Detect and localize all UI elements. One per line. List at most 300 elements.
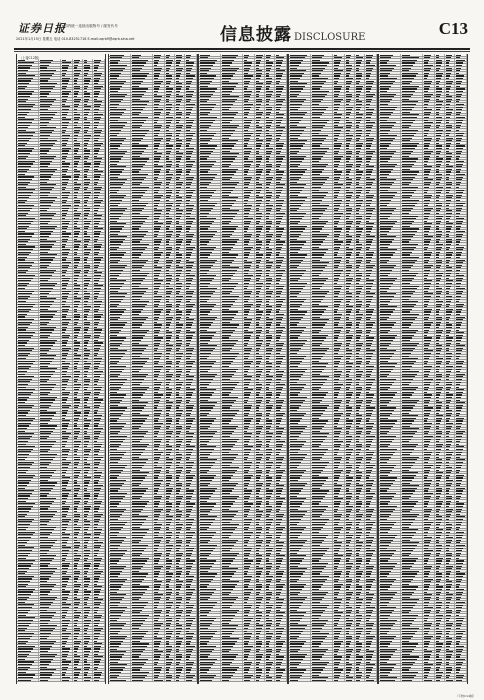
- table-cell: [17, 230, 39, 232]
- table-cell: [83, 679, 93, 681]
- table-cell: [109, 142, 131, 144]
- table-cell: [61, 215, 73, 217]
- table-cell: [61, 378, 73, 380]
- table-cell: [73, 378, 83, 380]
- table-cell: [93, 653, 105, 655]
- table-cell: [39, 518, 61, 520]
- table-cell: [93, 290, 105, 292]
- table-cell: [83, 155, 93, 157]
- table-cell: [39, 147, 61, 149]
- table-cell: [131, 137, 153, 139]
- table-cell: [83, 267, 93, 269]
- table-cell: [39, 591, 61, 593]
- table-cell: [17, 225, 39, 227]
- table-cell: [39, 523, 61, 525]
- table-cell: [83, 640, 93, 642]
- table-cell: [131, 334, 153, 336]
- table-cell: [131, 373, 153, 375]
- table-cell: [153, 215, 165, 217]
- table-cell: [175, 223, 185, 225]
- table-cell: [39, 549, 61, 551]
- section-title-cn: 信息披露: [220, 25, 292, 45]
- table-cell: [165, 352, 175, 354]
- table-cell: [185, 204, 197, 206]
- table-cell: [17, 412, 39, 414]
- table-cell: [165, 412, 175, 414]
- table-cell: [83, 676, 93, 678]
- table-cell: [165, 407, 175, 409]
- table-cell: [185, 389, 197, 391]
- table-cell: [93, 624, 105, 626]
- table-cell: [83, 663, 93, 665]
- table-cell: [131, 378, 153, 380]
- table-cell: [109, 347, 131, 349]
- table-cell: [175, 347, 185, 349]
- table-cell: [83, 661, 93, 663]
- table-cell: [83, 627, 93, 629]
- table-cell: [109, 160, 131, 162]
- table-cell: [73, 160, 83, 162]
- table-cell: [165, 158, 175, 160]
- table-cell: [73, 368, 83, 370]
- table-cell: [175, 290, 185, 292]
- table-cell: [83, 119, 93, 121]
- table-cell: [61, 158, 73, 160]
- table-cell: [131, 241, 153, 243]
- table-cell: [93, 523, 105, 525]
- table-cell: [93, 186, 105, 188]
- table-cell: [131, 119, 153, 121]
- table-cell: [61, 547, 73, 549]
- table-cell: [185, 236, 197, 238]
- table-cell: [131, 171, 153, 173]
- table-cell: [153, 412, 165, 414]
- table-cell: [153, 119, 165, 121]
- table-cell: [83, 422, 93, 424]
- table-cell: [73, 420, 83, 422]
- table-cell: [17, 549, 39, 551]
- table-cell: [175, 72, 185, 74]
- table-cell: [109, 339, 131, 341]
- table-cell: [61, 373, 73, 375]
- table-cell: [39, 204, 61, 206]
- table-cell: [153, 111, 165, 113]
- table-cell: [73, 101, 83, 103]
- table-cell: [175, 145, 185, 147]
- table-cell: [83, 570, 93, 572]
- table-cell: [83, 414, 93, 416]
- table-cell: [17, 375, 39, 377]
- table-cell: [17, 609, 39, 611]
- table-cell: [185, 108, 197, 110]
- table-cell: [39, 155, 61, 157]
- table-cell: [17, 285, 39, 287]
- table-cell: [153, 376, 165, 378]
- table-cell: [185, 106, 197, 108]
- table-cell: [73, 640, 83, 642]
- table-cell: [61, 324, 73, 326]
- table-cell: [93, 534, 105, 536]
- table-cell: [73, 580, 83, 582]
- table-cell: [109, 321, 131, 323]
- table-cell: [83, 544, 93, 546]
- table-cell: [83, 513, 93, 515]
- table-cell: [83, 243, 93, 245]
- table-cell: [39, 355, 61, 357]
- table-cell: [185, 256, 197, 258]
- table-cell: [93, 326, 105, 328]
- table-cell: [61, 671, 73, 673]
- table-cell: [131, 155, 153, 157]
- table-cell: [73, 433, 83, 435]
- table-cell: [185, 267, 197, 269]
- table-cell: [17, 500, 39, 502]
- table-cell: [93, 300, 105, 302]
- table-cell: [17, 279, 39, 281]
- table-cell: [39, 466, 61, 468]
- table-cell: [39, 282, 61, 284]
- table-cell: [17, 591, 39, 593]
- table-cell: [175, 345, 185, 347]
- table-cell: [73, 521, 83, 523]
- table-cell: [83, 435, 93, 437]
- table-cell: [131, 316, 153, 318]
- table-cell: [185, 212, 197, 214]
- table-cell: [131, 181, 153, 183]
- table-cell: [83, 554, 93, 556]
- table-cell: [83, 547, 93, 549]
- table-cell: [165, 189, 175, 191]
- table-cell: [131, 90, 153, 92]
- table-cell: [131, 308, 153, 310]
- table-cell: [39, 394, 61, 396]
- table-cell: [73, 601, 83, 603]
- table-cell: [131, 62, 153, 64]
- table-cell: [185, 124, 197, 126]
- table-cell: [83, 360, 93, 362]
- table-cell: [93, 145, 105, 147]
- table-cell: [39, 95, 61, 97]
- table-cell: [93, 334, 105, 336]
- table-cell: [175, 277, 185, 279]
- table-cell: [61, 430, 73, 432]
- table-cell: [39, 583, 61, 585]
- table-cell: [83, 139, 93, 141]
- table-cell: [73, 132, 83, 134]
- table-cell: [17, 624, 39, 626]
- table-cell: [185, 269, 197, 271]
- table-cell: [17, 204, 39, 206]
- table-cell: [17, 168, 39, 170]
- table-cell: [73, 93, 83, 95]
- table-cell: [61, 440, 73, 442]
- table-cell: [165, 220, 175, 222]
- table-cell: [109, 179, 131, 181]
- table-cell: [73, 443, 83, 445]
- table-cell: [93, 287, 105, 289]
- table-cell: [83, 298, 93, 300]
- table-cell: [17, 85, 39, 87]
- table-cell: [17, 407, 39, 409]
- table-cell: [17, 329, 39, 331]
- table-cell: [61, 417, 73, 419]
- table-cell: [73, 650, 83, 652]
- table-cell: [73, 235, 83, 237]
- table-cell: [153, 236, 165, 238]
- table-cell: [175, 116, 185, 118]
- table-cell: [93, 95, 105, 97]
- table-cell: [73, 308, 83, 310]
- table-cell: [185, 300, 197, 302]
- table-cell: [61, 261, 73, 263]
- table-cell: [175, 163, 185, 165]
- table-cell: [165, 391, 175, 393]
- table-cell: [93, 370, 105, 372]
- table-cell: [83, 357, 93, 359]
- table-cell: [175, 394, 185, 396]
- table-cell: [17, 482, 39, 484]
- table-cell: [185, 163, 197, 165]
- table-cell: [93, 313, 105, 315]
- table-cell: [17, 290, 39, 292]
- table-cell: [61, 399, 73, 401]
- table-cell: [175, 127, 185, 129]
- table-cell: [39, 108, 61, 110]
- table-cell: [39, 324, 61, 326]
- table-cell: [83, 181, 93, 183]
- table-cell: [17, 399, 39, 401]
- table-cell: [83, 292, 93, 294]
- table-cell: [61, 593, 73, 595]
- table-cell: [17, 108, 39, 110]
- table-cell: [73, 583, 83, 585]
- table-cell: [83, 171, 93, 173]
- table-cell: [165, 308, 175, 310]
- table-cell: [39, 627, 61, 629]
- table-cell: [153, 199, 165, 201]
- table-cell: [165, 274, 175, 276]
- table-cell: [93, 541, 105, 543]
- table-cell: [83, 653, 93, 655]
- table-cell: [109, 121, 131, 123]
- table-cell: [73, 176, 83, 178]
- table-cell: [93, 601, 105, 603]
- table-cell: [39, 544, 61, 546]
- table-cell: [61, 295, 73, 297]
- table-cell: [109, 106, 131, 108]
- table-cell: [83, 277, 93, 279]
- table-cell: [39, 513, 61, 515]
- table-cell: [17, 305, 39, 307]
- table-cell: [175, 199, 185, 201]
- table-cell: [153, 381, 165, 383]
- table-cell: [39, 422, 61, 424]
- table-cell: [153, 308, 165, 310]
- table-cell: [185, 396, 197, 398]
- table-cell: [109, 83, 131, 85]
- table-cell: [73, 658, 83, 660]
- table-cell: [83, 178, 93, 180]
- table-cell: [61, 95, 73, 97]
- table-cell: [185, 217, 197, 219]
- table-cell: [73, 487, 83, 489]
- table-cell: [17, 272, 39, 274]
- table-cell: [17, 409, 39, 411]
- table-cell: [153, 316, 165, 318]
- table-cell: [17, 640, 39, 642]
- table-cell: [165, 166, 175, 168]
- table-cell: [17, 150, 39, 152]
- table-cell: [109, 342, 131, 344]
- table-cell: [109, 191, 131, 193]
- table-cell: [73, 474, 83, 476]
- table-cell: [175, 160, 185, 162]
- table-cell: [153, 321, 165, 323]
- table-cell: [61, 121, 73, 123]
- table-cell: [109, 85, 131, 87]
- table-cell: [165, 176, 175, 178]
- table-cell: [61, 298, 73, 300]
- table-cell: [109, 251, 131, 253]
- table-cell: [93, 339, 105, 341]
- table-cell: [61, 318, 73, 320]
- table-cell: [153, 386, 165, 388]
- table-cell: [131, 88, 153, 90]
- table-cell: [83, 635, 93, 637]
- table-cell: [73, 292, 83, 294]
- table-cell: [61, 316, 73, 318]
- table-cell: [73, 560, 83, 562]
- table-cell: [83, 378, 93, 380]
- table-cell: [83, 386, 93, 388]
- table-cell: [185, 241, 197, 243]
- table-cell: [83, 274, 93, 276]
- table-cell: [165, 269, 175, 271]
- table-cell: [61, 101, 73, 103]
- table-cell: [39, 196, 61, 198]
- table-cell: [73, 414, 83, 416]
- table-cell: [73, 495, 83, 497]
- table-cell: [39, 326, 61, 328]
- table-cell: [175, 319, 185, 321]
- table-cell: [73, 75, 83, 77]
- table-cell: [17, 676, 39, 678]
- table-cell: [17, 484, 39, 486]
- table-cell: [17, 653, 39, 655]
- table-cell: [73, 256, 83, 258]
- table-cell: [61, 388, 73, 390]
- table-cell: [73, 510, 83, 512]
- table-cell: [83, 80, 93, 82]
- table-cell: [39, 614, 61, 616]
- table-cell: [185, 98, 197, 100]
- table-cell: [39, 567, 61, 569]
- table-cell: [17, 196, 39, 198]
- table-cell: [17, 324, 39, 326]
- table-cell: [185, 287, 197, 289]
- table-cell: [175, 140, 185, 142]
- table-cell: [61, 482, 73, 484]
- table-cell: [185, 295, 197, 297]
- table-cell: [175, 225, 185, 227]
- table-cell: [83, 575, 93, 577]
- table-cell: [109, 256, 131, 258]
- table-cell: [165, 72, 175, 74]
- table-cell: [61, 254, 73, 256]
- table-cell: [39, 490, 61, 492]
- table-cell: [165, 233, 175, 235]
- table-cell: [93, 407, 105, 409]
- table-cell: [153, 251, 165, 253]
- table-cell: [185, 202, 197, 204]
- table-cell: [83, 578, 93, 580]
- table-cell: [39, 189, 61, 191]
- table-cell: [73, 539, 83, 541]
- table-cell: [93, 119, 105, 121]
- table-cell: [61, 189, 73, 191]
- table-cell: [73, 220, 83, 222]
- table-cell: [73, 230, 83, 232]
- table-cell: [153, 140, 165, 142]
- table-cell: [39, 365, 61, 367]
- table-cell: [83, 648, 93, 650]
- table-cell: [61, 272, 73, 274]
- table-cell: [39, 404, 61, 406]
- table-cell: [93, 243, 105, 245]
- table-cell: [17, 59, 39, 61]
- table-cell: [131, 313, 153, 315]
- table-cell: [39, 350, 61, 352]
- table-cell: [109, 119, 131, 121]
- table-cell: [109, 285, 131, 287]
- table-cell: [73, 204, 83, 206]
- table-cell: [83, 448, 93, 450]
- table-cell: [39, 98, 61, 100]
- table-cell: [61, 386, 73, 388]
- table-cell: [109, 64, 131, 66]
- table-cell: [39, 321, 61, 323]
- table-cell: [83, 490, 93, 492]
- table-cell: [131, 132, 153, 134]
- table-cell: [131, 269, 153, 271]
- table-cell: [83, 355, 93, 357]
- table-cell: [61, 596, 73, 598]
- table-cell: [165, 137, 175, 139]
- table-cell: [73, 321, 83, 323]
- table-cell: [165, 217, 175, 219]
- table-cell: [17, 95, 39, 97]
- table-cell: [61, 443, 73, 445]
- table-cell: [93, 248, 105, 250]
- masthead: [14, 18, 470, 48]
- table-cell: [131, 409, 153, 411]
- table-cell: [185, 191, 197, 193]
- table-cell: [93, 539, 105, 541]
- table-cell: [17, 599, 39, 601]
- table-cell: [39, 88, 61, 90]
- table-cell: [175, 207, 185, 209]
- table-cell: [17, 381, 39, 383]
- table-cell: [39, 368, 61, 370]
- table-cell: [109, 137, 131, 139]
- table-cell: [61, 355, 73, 357]
- table-cell: [93, 373, 105, 375]
- table-cell: [165, 246, 175, 248]
- table-cell: [83, 479, 93, 481]
- table-cell: [39, 430, 61, 432]
- table-cell: [83, 191, 93, 193]
- table-cell: [185, 238, 197, 240]
